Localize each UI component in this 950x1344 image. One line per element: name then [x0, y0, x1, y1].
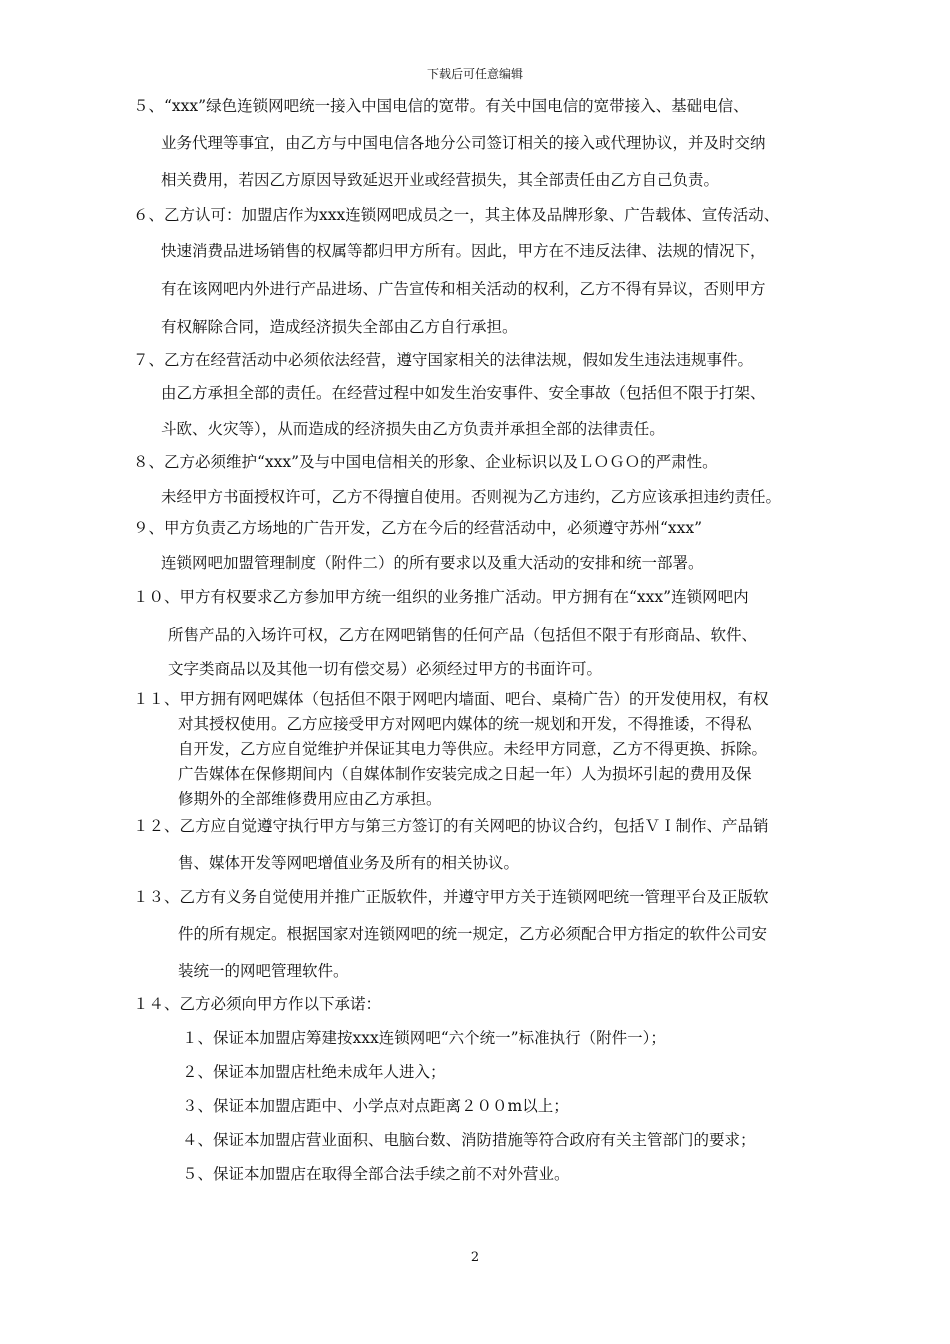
page-number: 2: [470, 1250, 480, 1265]
clause-8-line-2: 未经甲方书面授权许可，乙方不得擅自使用。否则视为乙方违约，乙方应该承担违约责任。: [161, 488, 782, 506]
commitment-3: ３、保证本加盟店距中、小学点对点距离２００m以上；: [182, 1097, 569, 1115]
clause-12-line-1: １２、乙方应自觉遵守执行甲方与第三方签订的有关网吧的协议合约，包括ＶＩ制作、产品销: [133, 817, 769, 835]
clause-7-line-1: ７、乙方在经营活动中必须依法经营，遵守国家相关的法律法规，假如发生违法违规事件。: [133, 351, 754, 369]
clause-14-line-1: １４、乙方必须向甲方作以下承诺：: [133, 995, 382, 1013]
clause-6-line-4: 有权解除合同，造成经济损失全部由乙方自行承担。: [161, 318, 518, 336]
commitment-1: １、保证本加盟店筹建按xxx连锁网吧“六个统一”标准执行（附件一）；: [182, 1029, 666, 1047]
clause-12-line-2: 售、媒体开发等网吧增值业务及所有的相关协议。: [178, 854, 520, 872]
page-header: 下载后可任意编辑: [426, 67, 523, 81]
clause-6-line-3: 有在该网吧内外进行产品进场、广告宣传和相关活动的权利，乙方不得有异议，否则甲方: [161, 280, 766, 298]
clause-11-line-3: 自开发，乙方应自觉维护并保证其电力等供应。未经甲方同意，乙方不得更换、拆除。: [178, 740, 768, 758]
clause-9-line-1: ９、甲方负责乙方场地的广告开发，乙方在今后的经营活动中，必须遵守苏州“xxx”: [133, 519, 703, 537]
clause-11-line-4: 广告媒体在保修期间内（自媒体制作安装完成之日起一年）人为损坏引起的费用及保: [178, 765, 752, 783]
clause-9-line-2: 连锁网吧加盟管理制度（附件二）的所有要求以及重大活动的安排和统一部署。: [161, 554, 704, 572]
clause-13-line-2: 件的所有规定。根据国家对连锁网吧的统一规定，乙方必须配合甲方指定的软件公司安: [178, 925, 768, 943]
clause-7-line-2: 由乙方承担全部的责任。在经营过程中如发生治安事件、安全事故（包括但不限于打架、: [161, 384, 766, 402]
clause-7-line-3: 斗欧、火灾等），从而造成的经济损失由乙方负责并承担全部的法律责任。: [161, 420, 665, 438]
commitment-4: ４、保证本加盟店营业面积、电脑台数、消防措施等符合政府有关主管部门的要求；: [182, 1131, 756, 1149]
clause-11-line-1: １１、甲方拥有网吧媒体（包括但不限于网吧内墙面、吧台、桌椅广告）的开发使用权，有权: [133, 690, 769, 708]
clause-6-line-2: 快速消费品进场销售的权属等都归甲方所有。因此，甲方在不违反法律、法规的情况下，: [161, 242, 766, 260]
clause-11-line-2: 对其授权使用。乙方应接受甲方对网吧内媒体的统一规划和开发，不得推诿，不得私: [178, 715, 752, 733]
clause-5-line-3: 相关费用，若因乙方原因导致延迟开业或经营损失，其全部责任由乙方自己负责。: [161, 171, 720, 189]
commitment-5: ５、保证本加盟店在取得全部合法手续之前不对外营业。: [182, 1165, 570, 1183]
clause-5-line-1: ５、“xxx”绿色连锁网吧统一接入中国电信的宽带。有关中国电信的宽带接入、基础电信、: [133, 97, 749, 115]
clause-13-line-1: １３、乙方有义务自觉使用并推广正版软件，并遵守甲方关于连锁网吧统一管理平台及正版软: [133, 888, 769, 906]
commitment-2: ２、保证本加盟店杜绝未成年人进入；: [182, 1063, 446, 1081]
clause-10-line-3: 文字类商品以及其他一切有偿交易）必须经过甲方的书面许可。: [168, 660, 603, 678]
clause-5-line-2: 业务代理等事宜，由乙方与中国电信各地分公司签订相关的接入或代理协议，并及时交纳: [161, 134, 766, 152]
clause-6-line-1: ６、乙方认可：加盟店作为xxx连锁网吧成员之一，其主体及品牌形象、广告载体、宣传活动、: [133, 206, 780, 224]
clause-11-line-5: 修期外的全部维修费用应由乙方承担。: [178, 790, 442, 808]
clause-8-line-1: ８、乙方必须维护“xxx”及与中国电信相关的形象、企业标识以及ＬＯＧＯ的严肃性。: [133, 453, 718, 471]
clause-13-line-3: 装统一的网吧管理软件。: [178, 962, 349, 980]
clause-10-line-2: 所售产品的入场许可权，乙方在网吧销售的任何产品（包括但不限于有形商品、软件、: [168, 626, 758, 644]
clause-10-line-1: １０、甲方有权要求乙方参加甲方统一组织的业务推广活动。甲方拥有在“xxx”连锁网吧内: [133, 588, 749, 606]
